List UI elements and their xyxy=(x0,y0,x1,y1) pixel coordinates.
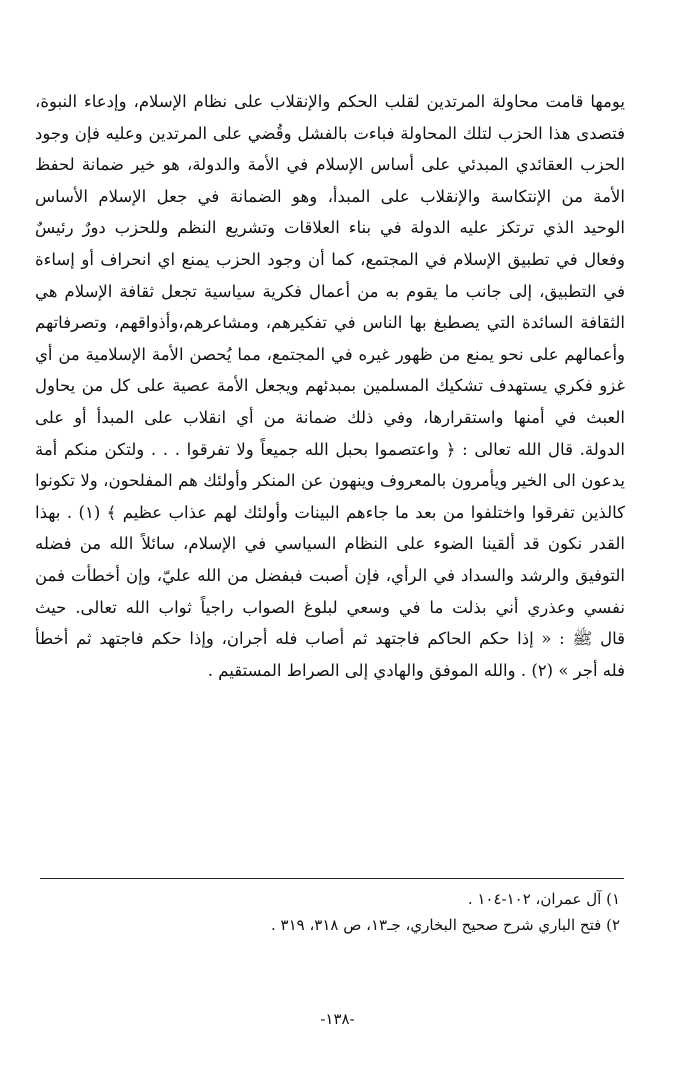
page-number: -١٣٨- xyxy=(320,1010,355,1028)
text-line: الثقافة السائدة التي يصطبغ بها الناس في تفكيرهم، ومشاعرهم،وأذواقهم، وتصرفاتهم xyxy=(35,313,625,333)
text-line: يدعون الى الخير ويأمرون بالمعروف وينهون عن المنكر وأولئك هم المفلحون، ولا تكونوا xyxy=(35,471,625,491)
footnote-separator xyxy=(40,878,624,879)
text-line: الأمة من الإنتكاسة والإنقلاب على المبدأ، وهو الضمانة في جعل الإسلام الأساس xyxy=(35,186,625,206)
text-line: الدولة. قال الله تعالى : ﴿ واعتصموا بحبل الله جميعاً ولا تفرقوا . . . ولتكن منكم أمة xyxy=(35,439,625,459)
text-line: الحزب العقائدي المبدئي على أساس الإسلام في الأمة والدولة، هو خير ضمانة لحفظ xyxy=(35,155,625,175)
text-line: القدر نكون قد ألقينا الضوء على النظام السياسي في الإسلام، سائلاً الله من فضله xyxy=(35,534,625,554)
text-line: وفعال في تطبيق الإسلام في المجتمع، كما أن وجود الحزب يمنع اي انحراف أو إساءة xyxy=(35,249,625,269)
text-line: في التطبيق، إلى جانب ما يقوم به من أعمال فكرية سياسية تجعل ثقافة الإسلام هي xyxy=(35,281,625,301)
text-line: فله أجر » (٢) . والله الموفق والهادي إلى الصراط المستقيم . xyxy=(207,660,625,680)
text-line: العبث في أمنها واستقرارها، وفي ذلك ضمانة من أي انقلاب على المبدأ أو على xyxy=(35,407,625,427)
text-line: التوفيق والرشد والسداد في الرأي، فإن أصبت فبفضل من الله عليّ، وإن أخطأت فمن xyxy=(35,565,625,585)
text-line: الوحيد الذي ترتكز عليه الدولة في بناء العلاقات وتشريع النظم وللحزب دورٌ رئيسٌ xyxy=(35,218,625,238)
text-line: نفسي وعذري أني بذلت ما في وسعي لبلوغ الصواب راجياً ثواب الله تعالى. حيث xyxy=(35,597,625,617)
text-line: وأعمالهم على نحو يمنع من ظهور غيره في المجتمع، مما يُحصن الأمة الإسلامية من أي xyxy=(35,344,625,364)
footnote-2: ٢) فتح الباري شرح صحيح البخاري، جـ١٣، ص ٣١٨، ٣١٩ . xyxy=(270,916,620,934)
text-line: كالذين تفرقوا واختلفوا من بعد ما جاءهم البينات وأولئك لهم عذاب عظيم ﴾ (١) . بهذا xyxy=(35,502,625,522)
text-line: يومها قامت محاولة المرتدين لقلب الحكم والإنقلاب على نظام الإسلام، وإدعاء النبوة، xyxy=(35,92,625,111)
text-line: فتصدى هذا الحزب لتلك المحاولة فباءت بالفشل وقُضي على المرتدين وعليه فإن وجود xyxy=(35,123,625,143)
main-text-block xyxy=(35,86,625,686)
text-line: قال ﷺ : « إذا حكم الحاكم فاجتهد ثم أصاب فله أجران، وإذا حكم فاجتهد ثم أخطأ xyxy=(35,629,625,649)
footnote-1: ١) آل عمران، ١٠٢-١٠٤ . xyxy=(467,890,620,908)
text-line: غزو فكري يستهدف تشكيك المسلمين بمبدئهم ويجعل الأمة عصية على كل من يحاول xyxy=(35,376,625,396)
footnotes xyxy=(40,886,620,938)
